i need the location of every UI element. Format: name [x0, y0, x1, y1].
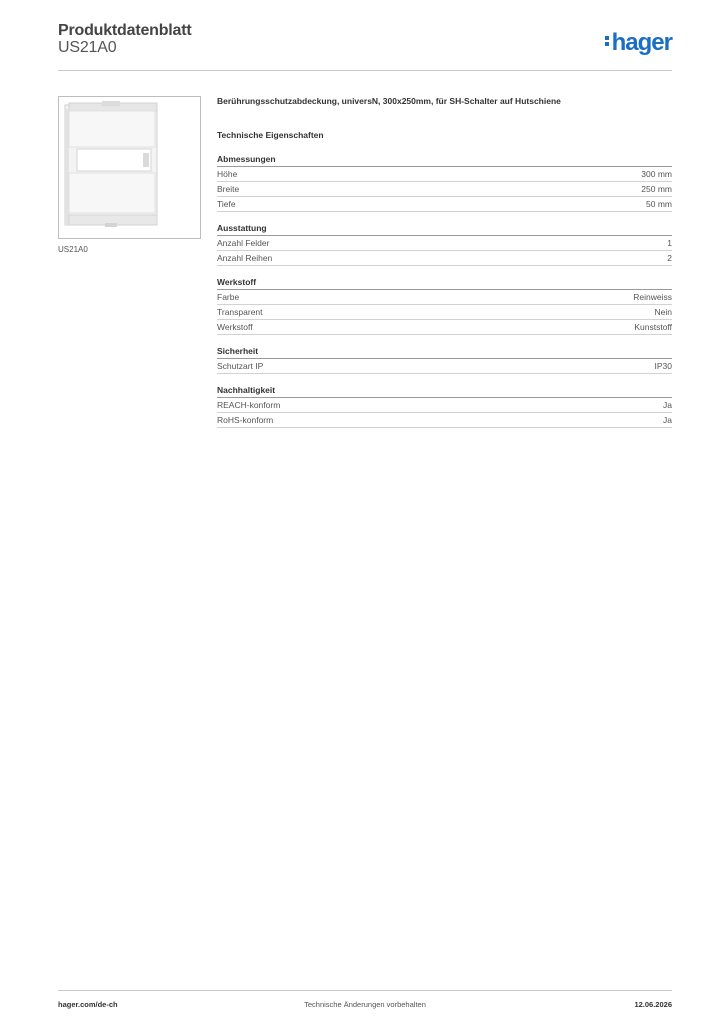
spec-group: [217, 223, 672, 266]
spec-label: Anzahl Reihen: [217, 253, 273, 263]
spec-label: Tiefe: [217, 199, 236, 209]
spec-value: 2: [667, 253, 672, 263]
spec-row: [217, 305, 672, 320]
page-footer: [58, 990, 672, 1011]
spec-group: [217, 277, 672, 335]
article-number: US21A0: [58, 39, 117, 56]
spec-group: [217, 154, 672, 212]
spec-value: 1: [667, 238, 672, 248]
spec-row: [217, 290, 672, 305]
product-description: Berührungsschutzabdeckung, universN, 300x250mm, für SH-Schalter auf Hutschiene: [217, 96, 561, 106]
spec-label: Farbe: [217, 292, 240, 302]
page-title: Produktdatenblatt: [58, 22, 192, 39]
hager-logo: [605, 29, 672, 57]
spec-row: [217, 182, 672, 197]
group-title: Nachhaltigkeit: [217, 385, 672, 398]
spec-groups: [217, 154, 672, 428]
tech-heading: Technische Eigenschaften: [217, 130, 324, 140]
spec-row: [217, 359, 672, 374]
logo-dots-icon: [605, 34, 610, 48]
footer-date: 12.06.2026: [634, 1000, 672, 1009]
spec-value: Kunststoff: [634, 322, 672, 332]
spec-group: [217, 346, 672, 374]
spec-value: Ja: [663, 400, 672, 410]
cover-plate-illustration: [59, 97, 200, 238]
spec-label: Breite: [217, 184, 240, 194]
spec-row: [217, 167, 672, 182]
spec-label: Höhe: [217, 169, 238, 179]
spec-label: REACH-konform: [217, 400, 281, 410]
spec-label: RoHS-konform: [217, 415, 274, 425]
group-title: Ausstattung: [217, 223, 672, 236]
spec-value: Reinweiss: [633, 292, 672, 302]
spec-content: [217, 96, 672, 439]
spec-value: 300 mm: [641, 169, 672, 179]
footer-notice: Technische Änderungen vorbehalten: [304, 1000, 426, 1009]
product-image: [58, 96, 201, 239]
group-title: Abmessungen: [217, 154, 672, 167]
spec-row: [217, 197, 672, 212]
spec-value: 50 mm: [646, 199, 672, 209]
spec-label: Anzahl Felder: [217, 238, 270, 248]
spec-value: 250 mm: [641, 184, 672, 194]
spec-value: Nein: [654, 307, 672, 317]
spec-group: [217, 385, 672, 428]
logo-text: hager: [611, 29, 672, 56]
spec-row: [217, 413, 672, 428]
page-header: [58, 20, 672, 71]
image-caption: US21A0: [58, 245, 88, 254]
group-title: Werkstoff: [217, 277, 672, 290]
spec-value: Ja: [663, 415, 672, 425]
spec-row: [217, 398, 672, 413]
spec-row: [217, 320, 672, 335]
spec-row: [217, 251, 672, 266]
group-title: Sicherheit: [217, 346, 672, 359]
spec-label: Werkstoff: [217, 322, 253, 332]
footer-website: hager.com/de-ch: [58, 1000, 118, 1009]
spec-label: Transparent: [217, 307, 263, 317]
spec-value: IP30: [654, 361, 672, 371]
spec-label: Schutzart IP: [217, 361, 264, 371]
spec-row: [217, 236, 672, 251]
